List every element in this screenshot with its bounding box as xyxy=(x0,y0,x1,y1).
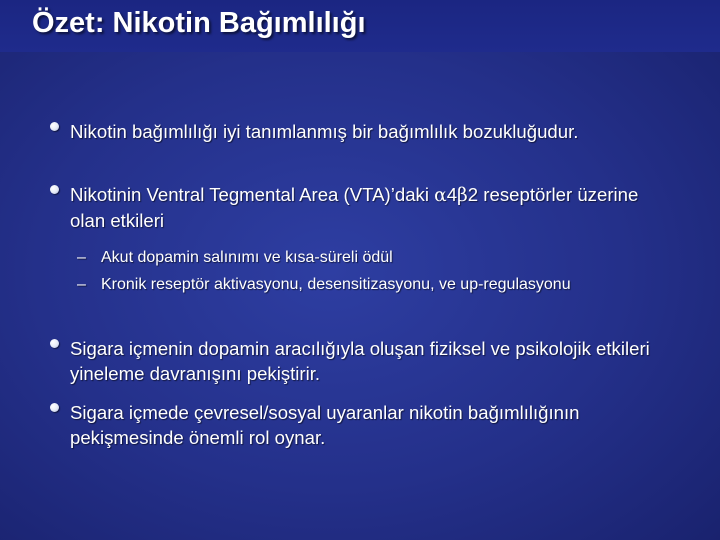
sub-item-text-1: Akut dopamin salınımı ve kısa-süreli ödül xyxy=(101,249,393,266)
bullet-text-2-before: Nikotinin Ventral Tegmental Area (VTA)’daki xyxy=(70,184,435,205)
bullet-dot-icon xyxy=(50,122,59,131)
sub-item-dash: – xyxy=(77,249,86,266)
bullet-text-2 xyxy=(70,182,670,233)
bullet-dot-icon xyxy=(50,339,59,348)
bullet-text-2-after: 2 reseptörler üzerine olan etkileri xyxy=(70,184,639,231)
bullet-text-3: Sigara içmenin dopamin aracılığıyla oluşan fiziksel ve psikolojik etkileri yineleme davranışını pekiştirir. xyxy=(70,338,650,384)
slide-title: Özet: Nikotin Bağımlılığı xyxy=(32,7,366,39)
bullet-text-4: Sigara içmede çevresel/sosyal uyaranlar nikotin bağımlılığının pekişmesinde önemli rol oynar. xyxy=(70,402,580,448)
sub-item-text-2: Kronik reseptör aktivasyonu, desensitizasyonu, ve up-regulasyonu xyxy=(101,276,571,293)
number-four: 4 xyxy=(446,184,458,205)
beta-symbol: β xyxy=(457,185,468,206)
alpha-symbol: α xyxy=(434,185,447,206)
sub-item-dash: – xyxy=(77,276,86,293)
bullet-dot-icon xyxy=(50,185,59,194)
bullet-text-1: Nikotin bağımlılığı iyi tanımlanmış bir bağımlılık bozukluğudur. xyxy=(70,121,579,142)
bullet-dot-icon xyxy=(50,403,59,412)
